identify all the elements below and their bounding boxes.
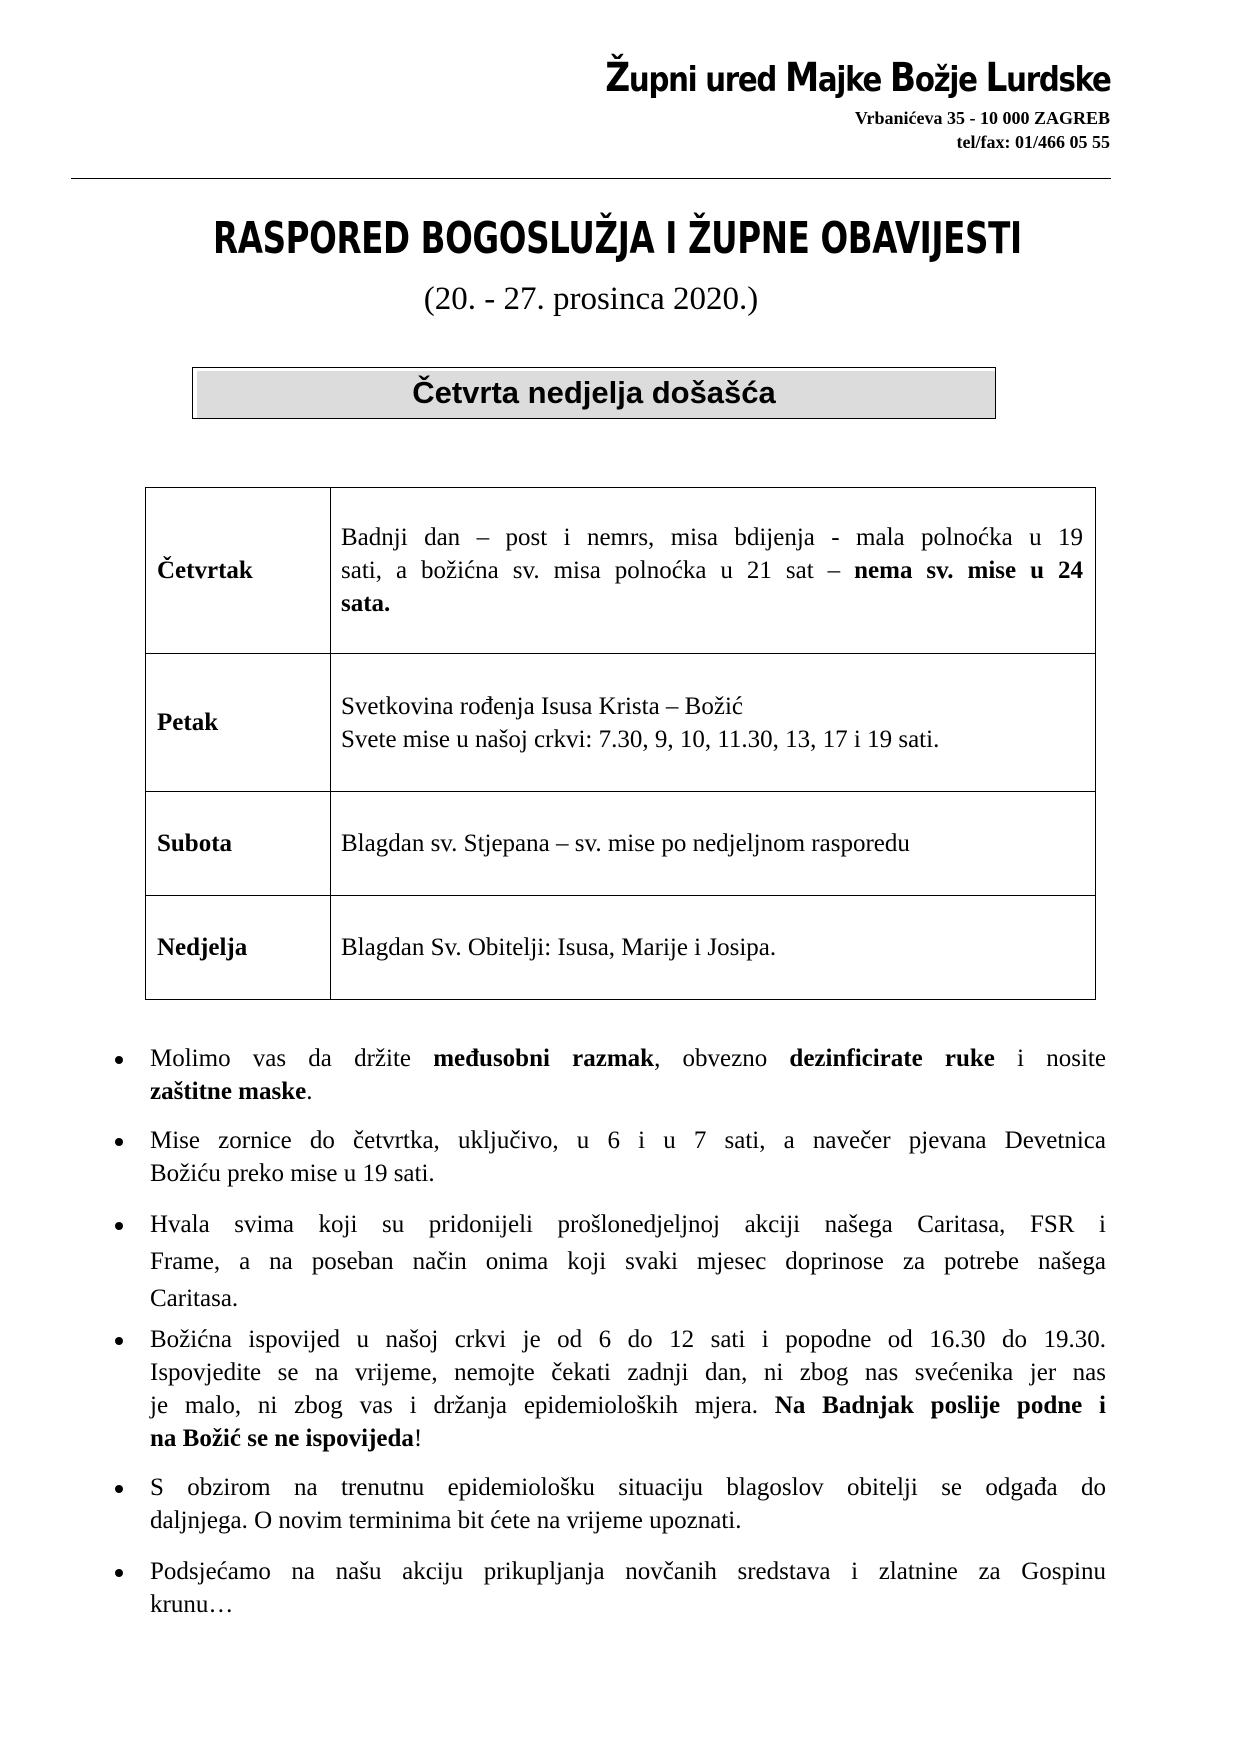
day-cell: Petak — [146, 654, 331, 792]
list-item: S obzirom na trenutnu epidemiološku situaciju blagoslov obitelji se odgađa do daljnjega. O novim terminima bit ćete na vrijeme upoznati. — [113, 1471, 1106, 1537]
parish-name: Župni ured Majke Božje Lurdske — [604, 55, 1110, 101]
list-item: Mise zornice do četvrtka, uključivo, u 6 i u 7 sati, a navečer pjevana Devetnica Božiću preko mise u 19 sati. — [113, 1124, 1106, 1190]
list-item: Božićna ispovijed u našoj crkvi je od 6 do 12 sati i popodne od 16.30 do 19.30. Ispovjedite se na vrijeme, nemojte čekati zadnji dan, ni zbog nas svećenika jer nas je malo, ni zbog vas i držanja epidemioloških mjera. Na Badnjak poslije podne i na Božić se ne ispovijeda! — [113, 1323, 1106, 1455]
day-cell: Subota — [146, 792, 331, 896]
page-title: RASPORED BOGOSLUŽJA I ŽUPNE OBAVIJESTI — [213, 213, 1022, 264]
parish-address: Vrbanićeva 35 - 10 000 ZAGREB — [854, 108, 1110, 128]
description-cell: Blagdan sv. Stjepana – sv. mise po nedjeljnom rasporedu — [331, 792, 1096, 896]
description-cell: Badnji dan – post i nemrs, misa bdijenja - mala polnoćka u 19 sati, a božićna sv. misa polnoćka u 21 sat – nema sv. mise u 24 sata. — [331, 488, 1096, 654]
day-cell: Četvrtak — [146, 488, 331, 654]
header-divider — [71, 178, 1111, 179]
sunday-label-box: Četvrta nedjelja došašća — [192, 367, 996, 419]
description-cell: Svetkovina rođenja Isusa Krista – Božić Svete mise u našoj crkvi: 7.30, 9, 10, 11.30, 13, 17 i 19 sati. — [331, 654, 1096, 792]
list-item: Podsjećamo na našu akciju prikupljanja novčanih sredstava i zlatnine za Gospinu krunu… — [113, 1555, 1106, 1621]
description-cell: Blagdan Sv. Obitelji: Isusa, Marije i Josipa. — [331, 896, 1096, 1000]
schedule-table — [145, 487, 1096, 1000]
list-item: Molimo vas da držite međusobni razmak, obvezno dezinficirate ruke i nosite zaštitne maske. — [113, 1042, 1106, 1108]
table-row — [146, 488, 1096, 654]
table-row — [146, 896, 1096, 1000]
list-item: Hvala svima koji su pridonijeli prošlonedjeljnoj akciji našega Caritasa, FSR i Frame, a na poseban način onima koji svaki mjesec doprinose za potrebe našega Caritasa. — [113, 1206, 1106, 1317]
notices-list — [113, 1042, 1106, 1621]
date-range: (20. - 27. prosinca 2020.) — [423, 281, 759, 317]
table-row — [146, 792, 1096, 896]
parish-phone: tel/fax: 01/466 05 55 — [956, 132, 1110, 152]
letterhead — [523, 55, 1111, 154]
table-row — [146, 654, 1096, 792]
day-cell: Nedjelja — [146, 896, 331, 1000]
